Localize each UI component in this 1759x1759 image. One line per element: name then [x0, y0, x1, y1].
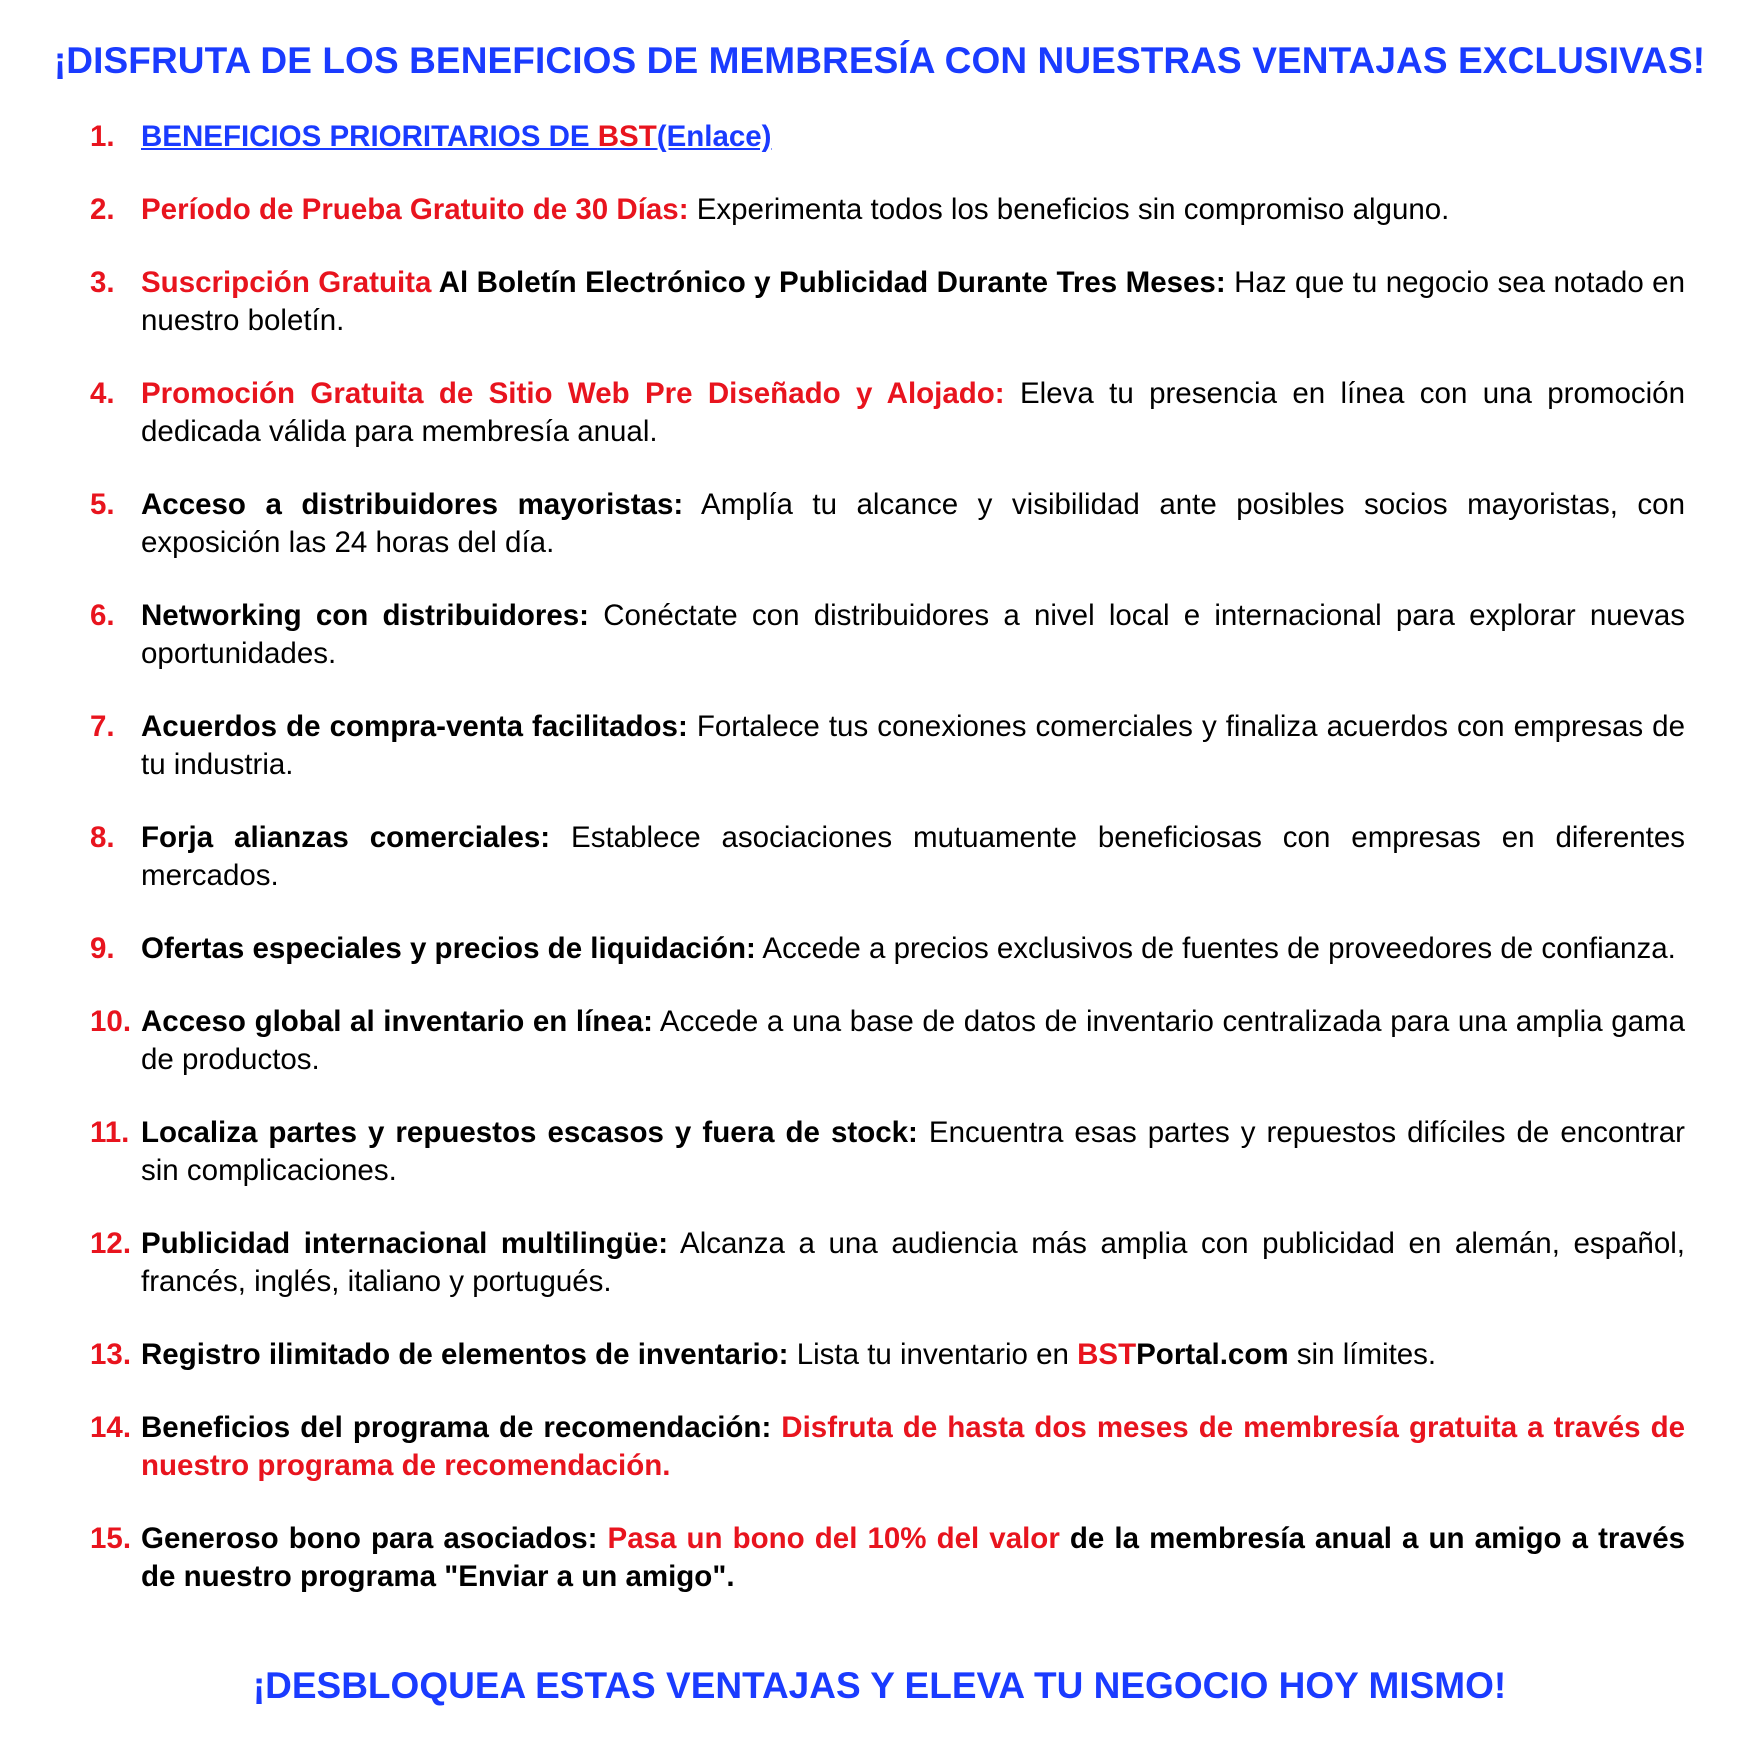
item-text: Eleva tu presencia en línea con una promoción dedicada válida para membresía anual. [141, 377, 1685, 448]
footer-call-to-action: ¡DESBLOQUEA ESTAS VENTAJAS Y ELEVA TU NEGOCIO HOY MISMO! [252, 1665, 1507, 1706]
item-text: Haz que tu negocio sea notado en nuestro boletín. [141, 266, 1685, 337]
item-heading: Acceso global al inventario en línea: [141, 1005, 653, 1038]
item-number: 7. [90, 710, 115, 743]
item-heading: Período de Prueba Gratuito de 30 Días: [141, 193, 689, 226]
item-heading: Promoción Gratuita de Sitio Web Pre Diseñado y Alojado: [141, 377, 1005, 410]
item-heading: Forja alianzas comerciales: [141, 821, 551, 854]
item-text-highlight: Pasa un bono del 10% del valor [597, 1522, 1060, 1555]
item-number: 15. [90, 1522, 132, 1555]
benefits-list [90, 118, 1685, 1631]
page-title: ¡DISFRUTA DE LOS BENEFICIOS DE MEMBRESÍA CON NUESTRAS VENTAJAS EXCLUSIVAS! [53, 40, 1706, 81]
priority-benefits-link[interactable] [141, 120, 772, 153]
item-number: 3. [90, 266, 115, 299]
list-item-14 [90, 1409, 1685, 1485]
list-item-11 [90, 1114, 1685, 1190]
item-text: de la membresía anual a un amigo a través de nuestro programa "Enviar a un amigo". [141, 1522, 1686, 1593]
link-suffix[interactable]: (Enlace) [656, 120, 772, 153]
item-text: Establece asociaciones mutuamente beneficiosas con empresas en diferentes mercados. [141, 821, 1686, 892]
list-item-13 [90, 1336, 1685, 1374]
item-number: 1. [90, 120, 115, 153]
item-heading: Ofertas especiales y precios de liquidación: [141, 932, 756, 965]
list-item-10 [90, 1003, 1685, 1079]
brand-portal: Portal.com [1136, 1338, 1289, 1371]
item-heading: Generoso bono para asociados: [141, 1522, 598, 1555]
item-number: 14. [90, 1411, 132, 1444]
list-item-7 [90, 708, 1685, 784]
item-heading: Publicidad internacional multilingüe: [141, 1227, 669, 1260]
item-text: Accede a una base de datos de inventario centralizada para una amplia gama de productos. [141, 1005, 1686, 1076]
item-number: 5. [90, 488, 115, 521]
item-text: Experimenta todos los beneficios sin compromiso alguno. [688, 193, 1450, 226]
list-item-9 [90, 930, 1685, 968]
item-heading: Beneficios del programa de recomendación: [141, 1411, 772, 1444]
item-text: Conéctate con distribuidores a nivel local e internacional para explorar nuevas oportunidades. [141, 599, 1685, 670]
list-item-8 [90, 819, 1685, 895]
list-item-4 [90, 375, 1685, 451]
item-text: Fortalece tus conexiones comerciales y finaliza acuerdos con empresas de tu industria. [141, 710, 1685, 781]
item-number: 13. [90, 1338, 132, 1371]
item-number: 2. [90, 193, 115, 226]
item-text: Accede a precios exclusivos de fuentes de proveedores de confianza. [755, 932, 1676, 965]
item-number: 6. [90, 599, 115, 632]
item-text: Encuentra esas partes y repuestos difíciles de encontrar sin complicaciones. [141, 1116, 1685, 1187]
item-number: 4. [90, 377, 115, 410]
list-item-6 [90, 597, 1685, 673]
item-text-highlight: Disfruta de hasta dos meses de membresía gratuita a través de nuestro programa de recomendación. [141, 1411, 1685, 1482]
item-heading: Registro ilimitado de elementos de inventario: [141, 1338, 789, 1371]
item-text: Amplía tu alcance y visibilidad ante posibles socios mayoristas, con exposición las 24 horas del día. [141, 488, 1685, 559]
item-heading: Networking con distribuidores: [141, 599, 590, 632]
item-heading: Acceso a distribuidores mayoristas: [141, 488, 684, 521]
item-heading: Al Boletín Electrónico y Publicidad Durante Tres Meses: [431, 266, 1226, 299]
list-item-15 [90, 1520, 1685, 1596]
item-text: Alcanza a una audiencia más amplia con publicidad en alemán, español, francés, inglés, italiano y portugués. [141, 1227, 1685, 1298]
list-item-12 [90, 1225, 1685, 1301]
item-heading: Acuerdos de compra-venta facilitados: [141, 710, 688, 743]
item-number: 11. [90, 1116, 130, 1149]
link-brand[interactable]: BST [597, 120, 657, 153]
link-prefix[interactable]: BENEFICIOS PRIORITARIOS DE [141, 120, 598, 153]
brand-bst: BST [1077, 1338, 1137, 1371]
list-item-1 [90, 118, 1685, 156]
item-number: 10. [90, 1005, 132, 1038]
item-text-end: sin límites. [1288, 1338, 1437, 1371]
item-number: 9. [90, 932, 115, 965]
item-heading-highlight: Suscripción Gratuita [141, 266, 432, 299]
item-number: 8. [90, 821, 115, 854]
item-number: 12. [90, 1227, 132, 1260]
list-item-3 [90, 264, 1685, 340]
item-heading: Localiza partes y repuestos escasos y fuera de stock: [141, 1116, 918, 1149]
item-text: Lista tu inventario en [788, 1338, 1078, 1371]
list-item-5 [90, 486, 1685, 562]
list-item-2 [90, 191, 1685, 229]
